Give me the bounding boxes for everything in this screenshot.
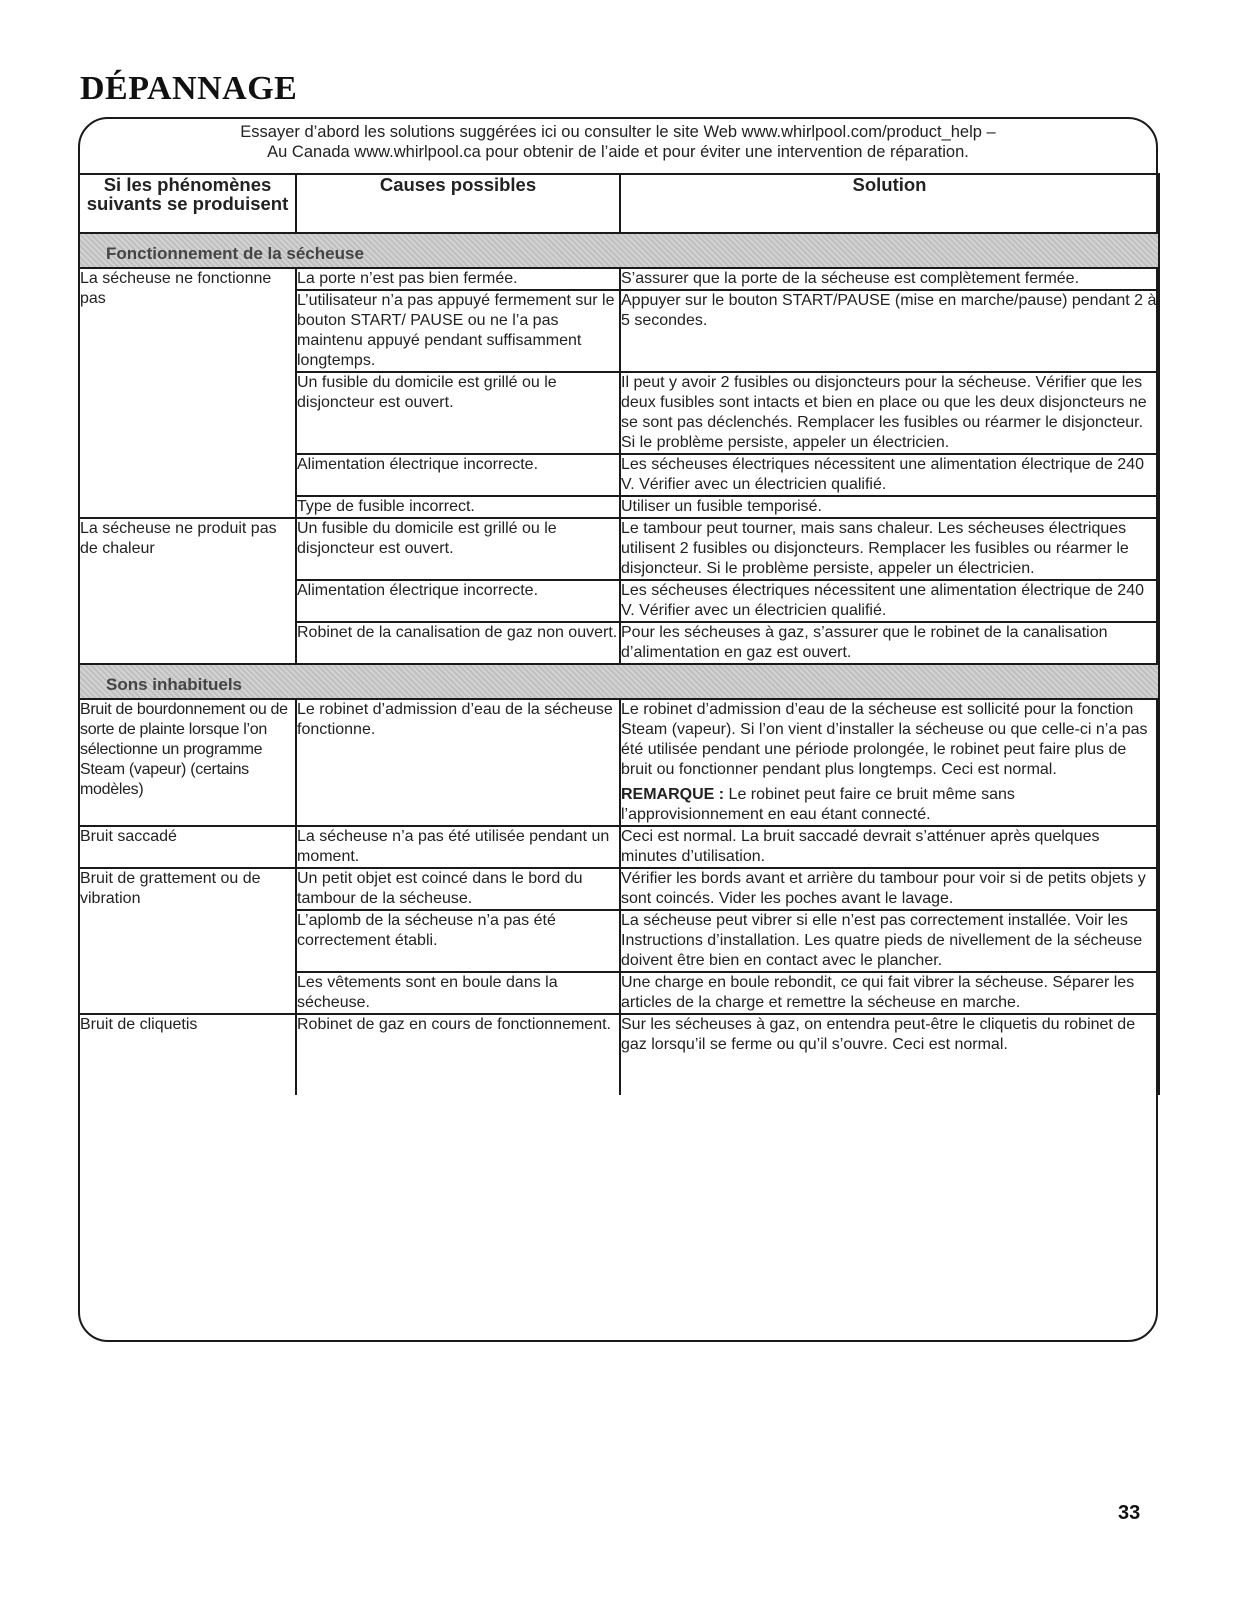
cause-cell: L’aplomb de la sécheuse n’a pas été correctement établi. [296, 910, 620, 972]
solution-cell: Utiliser un fusible temporisé. [620, 496, 1159, 518]
symptom-cell: La sécheuse ne produit pas de chaleur [79, 518, 296, 664]
cause-cell: Type de fusible incorrect. [296, 496, 620, 518]
cause-cell: La sécheuse n’a pas été utilisée pendant un moment. [296, 826, 620, 868]
intro-line-2: Au Canada www.whirlpool.ca pour obtenir de l’aide et pour éviter une intervention de réparation. [267, 143, 969, 161]
section-title-operation: Fonctionnement de la sécheuse [79, 233, 1159, 268]
table-row [79, 268, 1159, 290]
table-header-row [79, 174, 1159, 233]
header-cause: Causes possibles [296, 174, 620, 233]
solution-cell: Pour les sécheuses à gaz, s’assurer que le robinet de la canalisation d’alimentation en gaz est ouvert. [620, 622, 1159, 664]
intro-text [80, 122, 1156, 162]
table-row [79, 826, 1159, 868]
cause-cell: Un fusible du domicile est grillé ou le disjoncteur est ouvert. [296, 518, 620, 580]
table-row [79, 699, 1159, 826]
solution-cell: Appuyer sur le bouton START/PAUSE (mise en marche/pause) pendant 2 à 5 secondes. [620, 290, 1159, 372]
symptom-cell: Bruit de cliquetis [79, 1014, 296, 1095]
note [621, 785, 1158, 825]
solution-text: Le robinet d’admission d’eau de la sécheuse est sollicité pour la fonction Steam (vapeur). Si l’on vient d’installer la sécheuse ou que celle-ci n’a pas été utilisée pendant une période prolongée, le robinet peut faire plus de bruit ou fonctionner pendant plus longtemps. Ceci est normal. [621, 701, 1148, 778]
troubleshooting-table [78, 173, 1160, 1095]
solution-cell: Le tambour peut tourner, mais sans chaleur. Les sécheuses électriques utilisent 2 fusibles ou disjoncteurs. Remplacer les fusibles ou réarmer le disjoncteur. Si le problème persiste, appeler un électricien. [620, 518, 1159, 580]
cause-cell: Les vêtements sont en boule dans la sécheuse. [296, 972, 620, 1014]
solution-cell: La sécheuse peut vibrer si elle n’est pas correctement installée. Voir les Instructions d’installation. Les quatre pieds de nivellement de la sécheuse doivent être bien en contact avec le plancher. [620, 910, 1159, 972]
symptom-cell: Bruit saccadé [79, 826, 296, 868]
symptom-cell: Bruit de bourdonnement ou de sorte de plainte lorsque l’on sélectionne un programme Steam (vapeur) (certains modèles) [79, 699, 296, 826]
solution-cell: Une charge en boule rebondit, ce qui fait vibrer la sécheuse. Séparer les articles de la charge et remettre la sécheuse en marche. [620, 972, 1159, 1014]
table-row [79, 868, 1159, 910]
cause-cell: L’utilisateur n’a pas appuyé fermement sur le bouton START/ PAUSE ou ne l’a pas maintenu appuyé pendant suffisamment longtemps. [296, 290, 620, 372]
note-label: REMARQUE : [621, 786, 725, 803]
solution-cell: Il peut y avoir 2 fusibles ou disjoncteurs pour la sécheuse. Vérifier que les deux fusibles sont intacts et bien en place ou que les deux disjoncteurs ne se sont pas déclenchés. Remplacer les fusibles ou réarmer le disjoncteur. Si le problème persiste, appeler un électricien. [620, 372, 1159, 454]
cause-cell: Alimentation électrique incorrecte. [296, 454, 620, 496]
page-title: DÉPANNAGE [80, 70, 298, 107]
section-row-operation [79, 233, 1159, 268]
cause-cell: Robinet de gaz en cours de fonctionnement. [296, 1014, 620, 1095]
table-row [79, 1014, 1159, 1095]
table-row [79, 518, 1159, 580]
solution-cell: Les sécheuses électriques nécessitent une alimentation électrique de 240 V. Vérifier avec un électricien qualifié. [620, 454, 1159, 496]
symptom-cell: La sécheuse ne fonctionne pas [79, 268, 296, 518]
solution-cell: Ceci est normal. La bruit saccadé devrait s’atténuer après quelques minutes d’utilisation. [620, 826, 1159, 868]
page-number: 33 [1118, 1502, 1141, 1524]
note-text: Le robinet peut faire ce bruit même sans l’approvisionnement en eau étant connecté. [621, 786, 1015, 823]
cause-cell: Le robinet d’admission d’eau de la sécheuse fonctionne. [296, 699, 620, 826]
cause-cell: Robinet de la canalisation de gaz non ouvert. [296, 622, 620, 664]
header-solution: Solution [620, 174, 1159, 233]
cause-cell: Alimentation électrique incorrecte. [296, 580, 620, 622]
solution-cell: Vérifier les bords avant et arrière du tambour pour voir si de petits objets y sont coincés. Vider les poches avant le lavage. [620, 868, 1159, 910]
intro-line-1: Essayer d’abord les solutions suggérées ici ou consulter le site Web www.whirlpool.com/product_help – [240, 123, 996, 141]
header-symptom: Si les phénomènes suivants se produisent [79, 174, 296, 233]
section-title-noises: Sons inhabituels [79, 664, 1159, 699]
cause-cell: La porte n’est pas bien fermée. [296, 268, 620, 290]
solution-cell: Les sécheuses électriques nécessitent une alimentation électrique de 240 V. Vérifier avec un électricien qualifié. [620, 580, 1159, 622]
cause-cell: Un fusible du domicile est grillé ou le disjoncteur est ouvert. [296, 372, 620, 454]
solution-cell: Sur les sécheuses à gaz, on entendra peut-être le cliquetis du robinet de gaz lorsqu’il se ferme ou qu’il s’ouvre. Ceci est normal. [620, 1014, 1159, 1095]
section-row-noises [79, 664, 1159, 699]
solution-cell: S’assurer que la porte de la sécheuse est complètement fermée. [620, 268, 1159, 290]
cause-cell: Un petit objet est coincé dans le bord du tambour de la sécheuse. [296, 868, 620, 910]
symptom-cell: Bruit de grattement ou de vibration [79, 868, 296, 1014]
solution-cell [620, 699, 1159, 826]
